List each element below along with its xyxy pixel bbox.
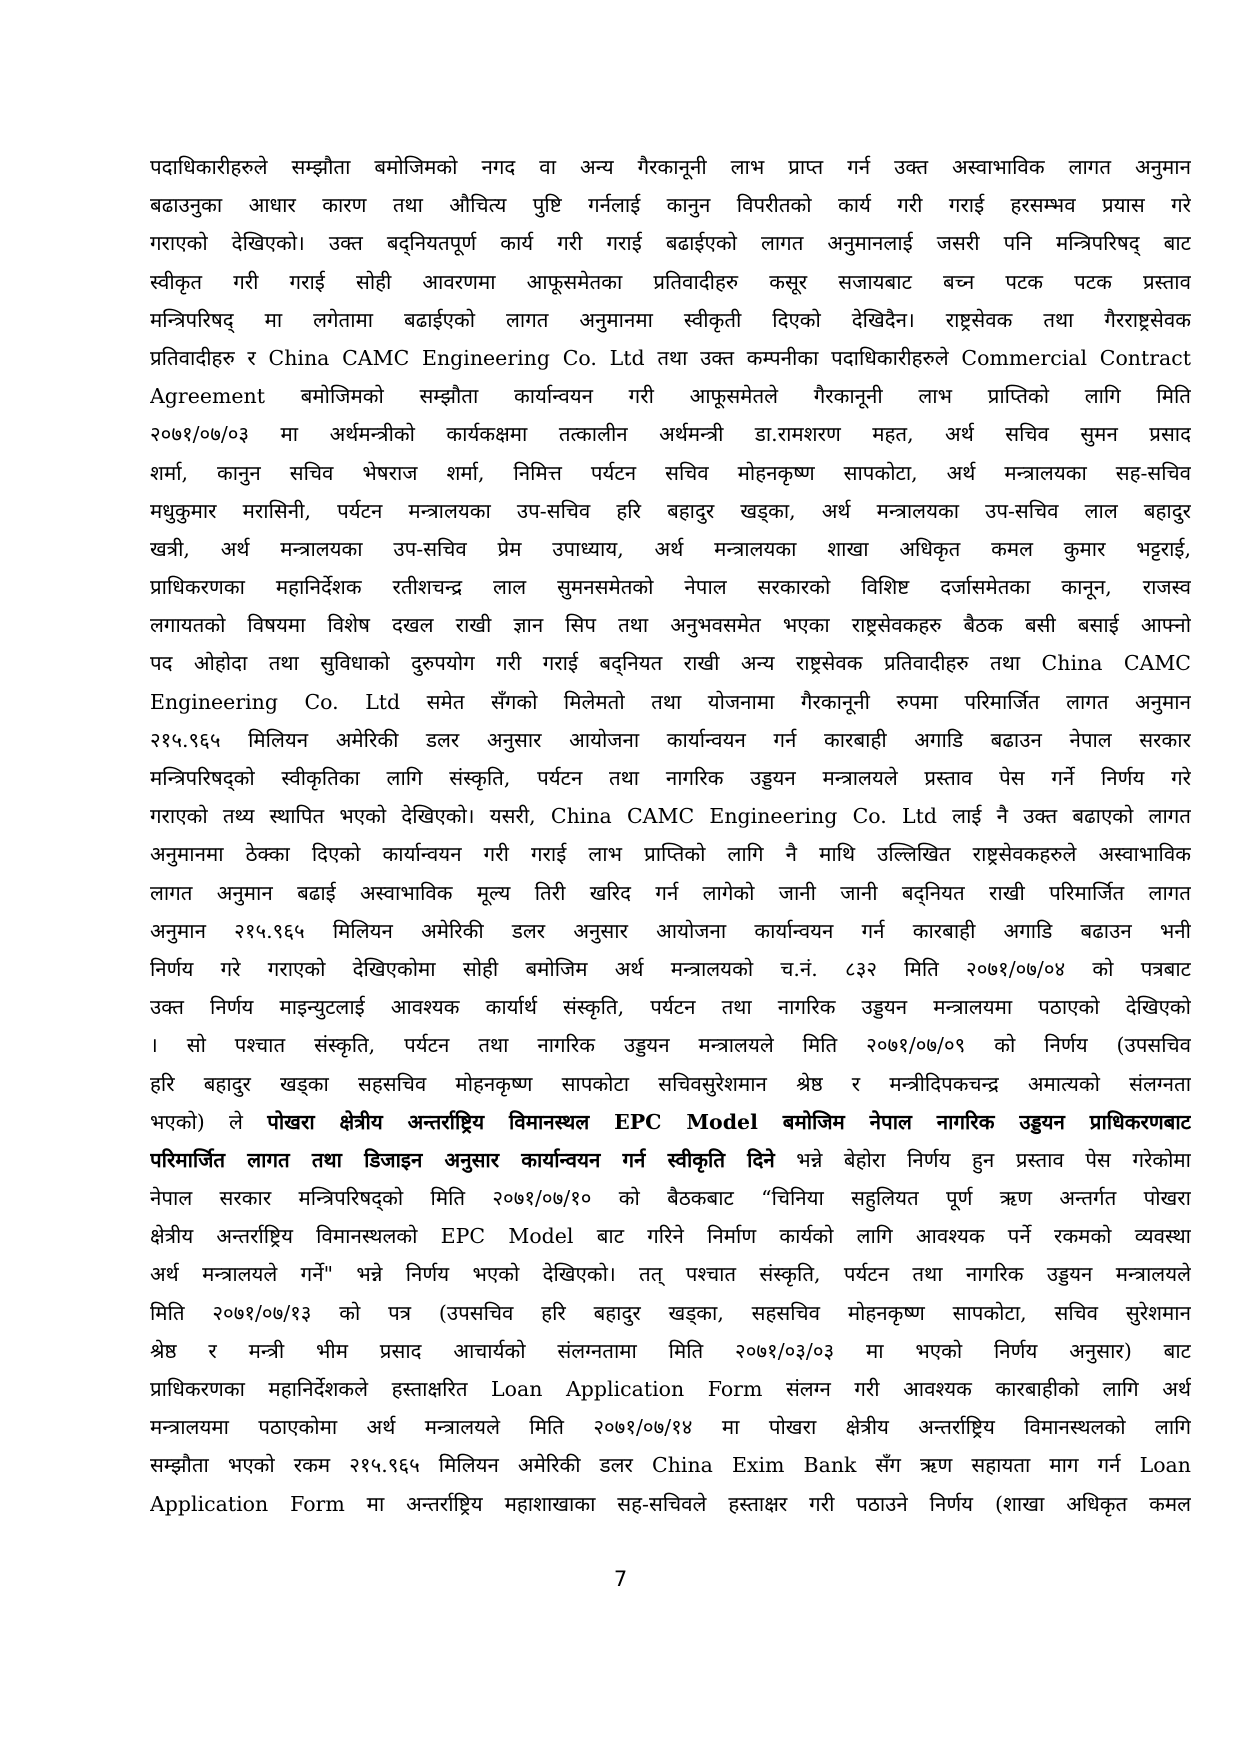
text-line: २१५.९६५ मिलियन अमेरिकी डलर अनुसार आयोजना कार्यान्वयन गर्न कारबाही अगाडि बढाउन नेपाल सरकार bbox=[150, 727, 1191, 752]
text-line: लगायतको विषयमा विशेष दखल राखी ज्ञान सिप तथा अनुभवसमेत भएका राष्ट्रसेवकहरु बैठक बसी बसाई आफ्नो bbox=[150, 613, 1191, 638]
bold-decision-text: पोखरा क्षेत्रीय अन्तर्राष्ट्रिय विमानस्थल EPC Model बमोजिम नेपाल नागरिक उड्डयन प्राधिकरणबाट bbox=[267, 1109, 1191, 1134]
text-line: प्राधिकरणका महानिर्देशकले हस्ताक्षरित Loan Application Form संलग्न गरी आवश्यक कारबाहीको लागि अर्थ bbox=[150, 1377, 1191, 1401]
text-line: स्वीकृत गरी गराई सोही आवरणमा आफूसमेतका प्रतिवादीहरु कसूर सजायबाट बच्न पटक पटक प्रस्ताव bbox=[150, 269, 1191, 294]
text-line: हरि बहादुर खड्का सहसचिव मोहनकृष्ण सापकोटा सचिवसुरेशमान श्रेष्ठ र मन्त्रीदिपकचन्द्र अमात्यको संलग्नता bbox=[150, 1071, 1191, 1096]
text-line: निर्णय गरे गराएको देखिएकोमा सोही बमोजिम अर्थ मन्त्रालयको च.नं. ८३२ मिति २०७१/०७/०४ को पत्रबाट bbox=[150, 956, 1191, 981]
text-line: प्रतिवादीहरु र China CAMC Engineering Co. Ltd तथा उक्त कम्पनीका पदाधिकारीहरुले Commercial Contract bbox=[150, 345, 1191, 370]
text-line: मन्त्रिपरिषद् मा लगेतामा बढाईएको लागत अनुमानमा स्वीकृती दिएको देखिदैन। राष्ट्रसेवक तथा गैरराष्ट्रसेवक bbox=[150, 307, 1191, 332]
text-line: खत्री, अर्थ मन्त्रालयका उप-सचिव प्रेम उपाध्याय, अर्थ मन्त्रालयका शाखा अधिकृत कमल कुमार भट्टराई, bbox=[150, 536, 1191, 561]
text-line: अनुमान २१५.९६५ मिलियन अमेरिकी डलर अनुसार आयोजना कार्यान्वयन गर्न कारबाही अगाडि बढाउन भनी bbox=[150, 918, 1191, 943]
text-line: अनुमानमा ठेक्का दिएको कार्यान्वयन गरी गराई लाभ प्राप्तिको लागि नै माथि उल्लिखित राष्ट्रसेवकहरुले अस्वाभाविक bbox=[150, 842, 1191, 867]
text-line: क्षेत्रीय अन्तर्राष्ट्रिय विमानस्थलको EPC Model बाट गरिने निर्माण कार्यको लागि आवश्यक पर्ने रकमको व्यवस्था bbox=[150, 1224, 1191, 1249]
text-line: गराएको तथ्य स्थापित भएको देखिएको। यसरी, China CAMC Engineering Co. Ltd लाई नै उक्त बढाएको लागत bbox=[150, 804, 1191, 829]
text-line: । सो पश्चात संस्कृति, पर्यटन तथा नागरिक उड्डयन मन्त्रालयले मिति २०७१/०७/०९ को निर्णय (उपसचिव bbox=[150, 1033, 1191, 1058]
document-body bbox=[150, 148, 1191, 1523]
text-line: लागत अनुमान बढाई अस्वाभाविक मूल्य तिरी खरिद गर्न लागेको जानी जानी बद्नियत राखी परिमार्जित लागत bbox=[150, 880, 1191, 905]
text-line: प्राधिकरणका महानिर्देशक रतीशचन्द्र लाल सुमनसमेतको नेपाल सरकारको विशिष्ट दर्जासमेतका कानून, राजस्व bbox=[150, 575, 1191, 600]
text-segment: भएको) ले bbox=[150, 1109, 268, 1134]
text-segment: भन्ने बेहोरा निर्णय हुन प्रस्ताव पेस गरेकोमा bbox=[774, 1147, 1191, 1172]
text-line: अर्थ मन्त्रालयले गर्ने" भन्ने निर्णय भएको देखिएको। तत् पश्चात संस्कृति, पर्यटन तथा नागरिक उड्डयन मन्त्रालयले bbox=[150, 1262, 1191, 1287]
text-line: मन्त्रालयमा पठाएकोमा अर्थ मन्त्रालयले मिति २०७१/०७/१४ मा पोखरा क्षेत्रीय अन्तर्राष्ट्रिय विमानस्थलको लागि bbox=[150, 1415, 1191, 1440]
page-number: 7 bbox=[613, 1567, 628, 1591]
text-line: सम्झौता भएको रकम २१५.९६५ मिलियन अमेरिकी डलर China Exim Bank सँग ऋण सहायता माग गर्न Loan bbox=[150, 1453, 1191, 1478]
text-line-with-bold bbox=[150, 1141, 1191, 1179]
text-line: मिति २०७१/०७/१३ को पत्र (उपसचिव हरि बहादुर खड्का, सहसचिव मोहनकृष्ण सापकोटा, सचिव सुरेशमान bbox=[150, 1300, 1191, 1325]
text-line: पदाधिकारीहरुले सम्झौता बमोजिमको नगद वा अन्य गैरकानूनी लाभ प्राप्त गर्न उक्त अस्वाभाविक लागत अनुमान bbox=[150, 155, 1191, 179]
text-line: नेपाल सरकार मन्त्रिपरिषद्को मिति २०७१/०७/१० को बैठकबाट “चिनिया सहुलियत पूर्ण ऋण अन्तर्गत पोखरा bbox=[150, 1186, 1191, 1211]
text-line: बढाउनुका आधार कारण तथा औचित्य पुष्टि गर्नलाई कानुन विपरीतको कार्य गरी गराई हरसम्भव प्रयास गरे bbox=[150, 193, 1191, 218]
text-line: गराएको देखिएको। उक्त बद्नियतपूर्ण कार्य गरी गराई बढाईएको लागत अनुमानलाई जसरी पनि मन्त्रिपरिषद् बाट bbox=[150, 231, 1191, 256]
text-line: Application Form मा अन्तर्राष्ट्रिय महाशाखाका सह-सचिवले हस्ताक्षर गरी पठाउने निर्णय (शाखा अधिकृत कमल bbox=[150, 1491, 1191, 1516]
text-line: २०७१/०७/०३ मा अर्थमन्त्रीको कार्यकक्षमा तत्कालीन अर्थमन्त्री डा.रामशरण महत, अर्थ सचिव सुमन प्रसाद bbox=[150, 422, 1191, 447]
text-line-with-bold bbox=[150, 1103, 1191, 1141]
text-line: मधुकुमार मरासिनी, पर्यटन मन्त्रालयका उप-सचिव हरि बहादुर खड्का, अर्थ मन्त्रालयका उप-सचिव लाल बहादुर bbox=[150, 498, 1191, 523]
text-line: Engineering Co. Ltd समेत सँगको मिलेमतो तथा योजनामा गैरकानूनी रुपमा परिमार्जित लागत अनुमान bbox=[150, 689, 1191, 714]
text-line: Agreement बमोजिमको सम्झौता कार्यान्वयन गरी आफूसमेतले गैरकानूनी लाभ प्राप्तिको लागि मिति bbox=[150, 384, 1191, 409]
text-line: शर्मा, कानुन सचिव भेषराज शर्मा, निमित्त पर्यटन सचिव मोहनकृष्ण सापकोटा, अर्थ मन्त्रालयका सह-सचिव bbox=[150, 460, 1191, 485]
bold-decision-text: परिमार्जित लागत तथा डिजाइन अनुसार कार्यान्वयन गर्न स्वीकृति दिने bbox=[150, 1147, 775, 1172]
text-line: उक्त निर्णय माइन्युटलाई आवश्यक कार्यार्थ संस्कृति, पर्यटन तथा नागरिक उड्डयन मन्त्रालयमा पठाएको देखिएको bbox=[150, 995, 1191, 1020]
text-line: मन्त्रिपरिषद्को स्वीकृतिका लागि संस्कृति, पर्यटन तथा नागरिक उड्डयन मन्त्रालयले प्रस्ताव पेस गर्ने निर्णय गरे bbox=[150, 766, 1191, 790]
text-line: श्रेष्ठ र मन्त्री भीम प्रसाद आचार्यको संलग्नतामा मिति २०७१/०३/०३ मा भएको निर्णय अनुसार) बाट bbox=[150, 1338, 1191, 1363]
text-line: पद ओहोदा तथा सुविधाको दुरुपयोग गरी गराई बद्नियत राखी अन्य राष्ट्रसेवक प्रतिवादीहरु तथा China CAMC bbox=[150, 651, 1191, 676]
